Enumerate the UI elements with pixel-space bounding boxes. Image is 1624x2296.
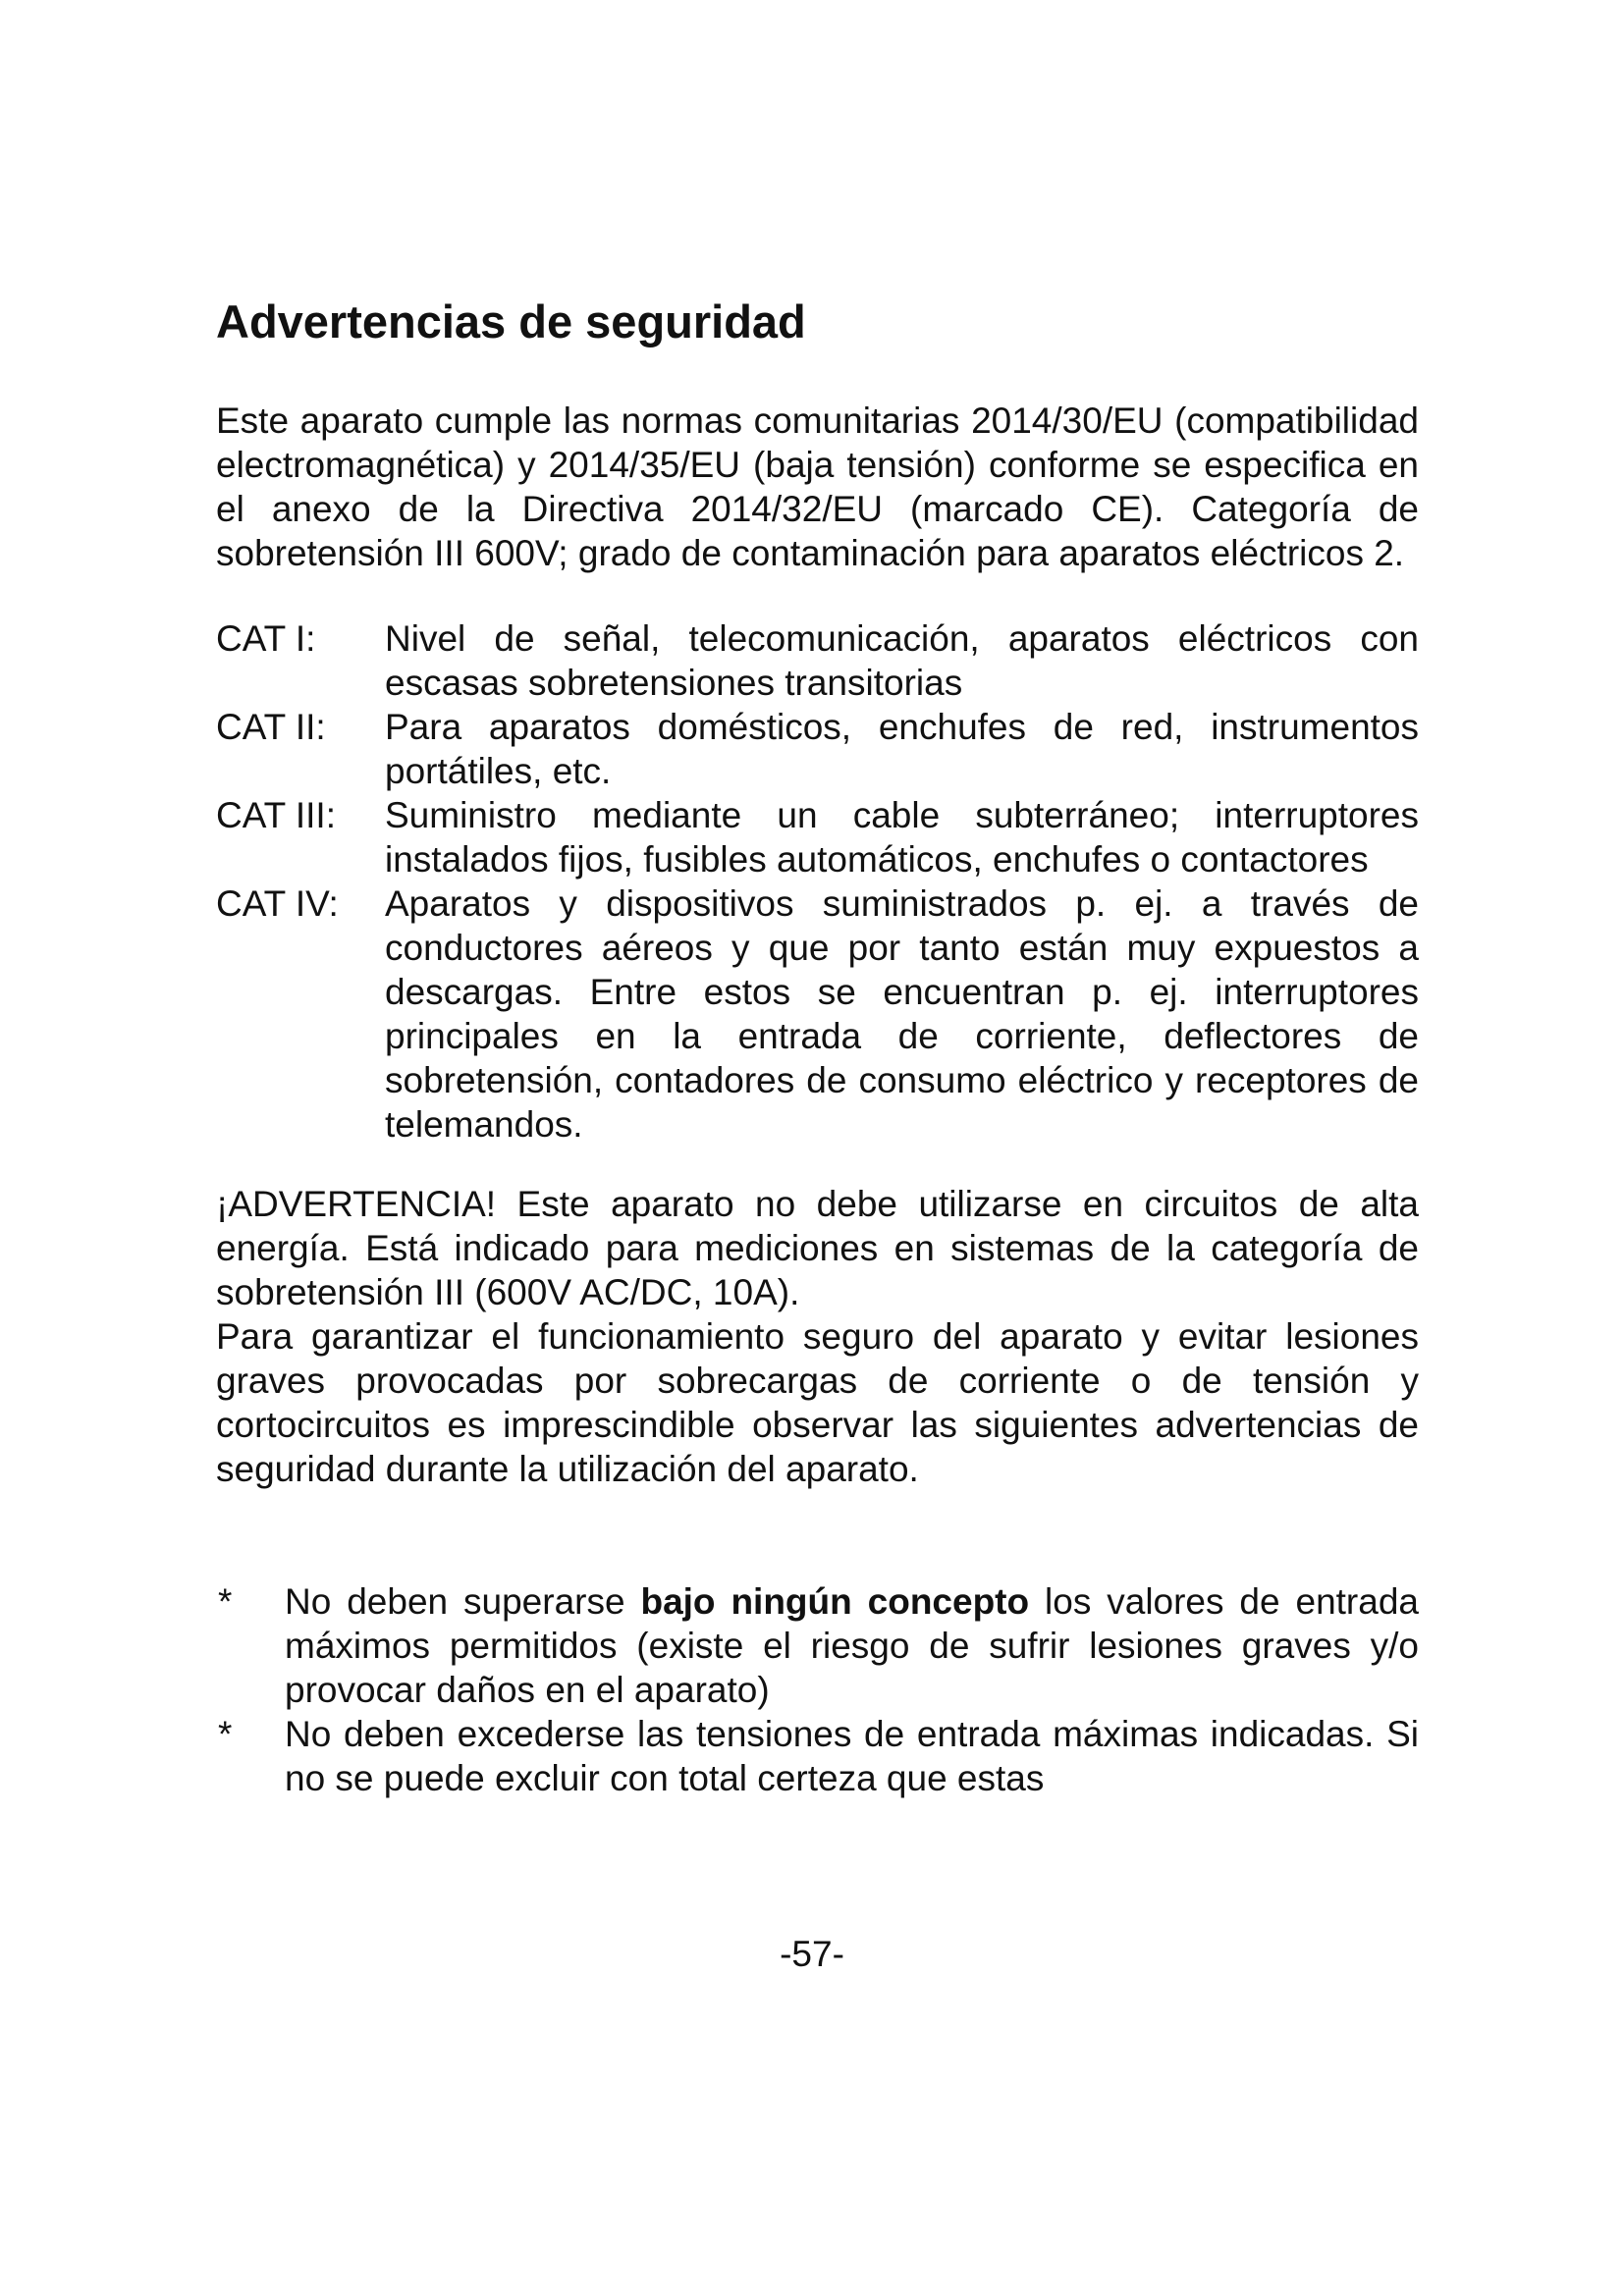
page-number: -57- [780,1934,844,1974]
category-label: CAT III: [216,795,336,836]
page-title: Advertencias de seguridad [216,295,806,347]
category-description: Para aparatos domésticos, enchufes de red, instrumentos portátiles, etc. [385,707,1419,792]
category-description: Aparatos y dispositivos suministrados p. ej. a través de conductores aéreos y que por tanto están muy expuestos a descargas. Entre estos se encuentran p. ej. interruptores principales en la entrada de corriente, deflectores de sobretensión, contadores de consumo eléctrico y receptores de telemandos. [385,883,1419,1146]
list-item [216,1712,1419,1800]
document-page [216,294,1419,1800]
category-list [216,616,1419,1147]
asterisk-bullet: * [218,1581,233,1623]
safety-bullet-list [216,1579,1419,1800]
bullet-text: No deben excederse las tensiones de entrada máximas indicadas. Si no se puede excluir con total certeza que estas [285,1714,1419,1799]
warning-paragraph: ¡ADVERTENCIA! Este aparato no debe utilizarse en circuitos de alta energía. Está indicado para mediciones en sistemas de la categoría de sobretensión III (600V AC/DC, 10A). [216,1184,1419,1313]
category-item [216,793,1419,881]
bullet-text-start: No deben superarse [285,1581,641,1623]
bullet-text-end: los valores de entrada máximos permitidos (existe el riesgo de sufrir lesiones graves y/o provocar daños en el aparato) [285,1581,1419,1711]
category-item [216,705,1419,793]
category-label: CAT II: [216,707,326,748]
category-description: Suministro mediante un cable subterráneo; interruptores instalados fijos, fusibles automáticos, enchufes o contactores [385,795,1419,881]
bullet-text [285,1579,1419,1712]
category-item [216,616,1419,705]
category-label: CAT I: [216,618,316,660]
intro-paragraph: Este aparato cumple las normas comunitarias 2014/30/EU (compatibilidad electromagnética) y 2014/35/EU (baja tensión) conforme se especifica en el anexo de la Directiva 2014/32/EU (marcado CE). Categoría de sobretensión III 600V; grado de contaminación para aparatos eléctricos 2. [216,400,1419,574]
emphasis-text: bajo ningún concepto [640,1581,1030,1623]
category-description: Nivel de señal, telecomunicación, aparatos eléctricos con escasas sobretensiones transitorias [385,618,1419,704]
list-item [216,1579,1419,1712]
category-label: CAT IV: [216,883,339,925]
asterisk-bullet: * [218,1714,233,1755]
safety-guarantee-paragraph: Para garantizar el funcionamiento seguro del aparato y evitar lesiones graves provocadas por sobrecargas de corriente o de tensión y cortocircuitos es imprescindible observar las siguientes advertencias de seguridad durante la utilización del aparato. [216,1316,1419,1490]
category-item [216,881,1419,1147]
